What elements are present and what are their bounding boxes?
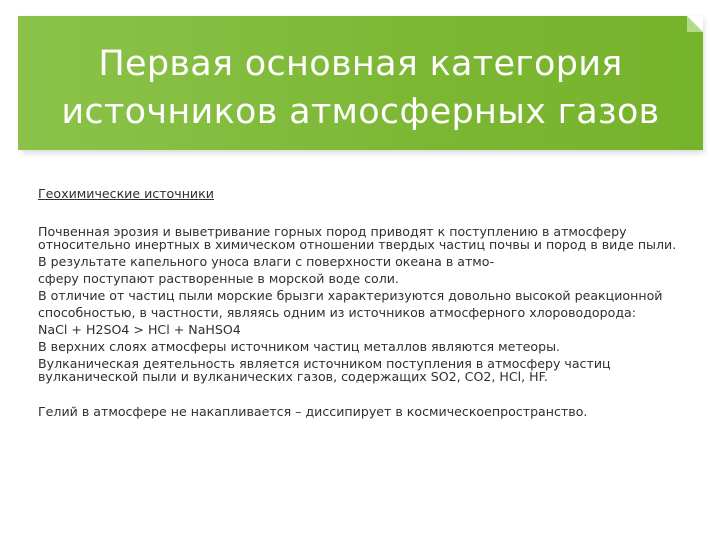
slide-body — [38, 186, 678, 422]
slide-title-line-2: источников атмосферных газов — [61, 92, 660, 132]
slide-title — [18, 40, 703, 136]
final-paragraph: Гелий в атмосфере не накапливается – диссипирует в космическоепространство. — [38, 404, 588, 419]
body-paragraph: В верхних слоях атмосферы источником частиц металлов являются метеоры. — [38, 339, 561, 354]
paragraph-gap — [38, 387, 678, 405]
body-paragraph: В результате капельного уноса влаги с поверхности океана в атмо- — [38, 254, 495, 269]
body-paragraph: Вулканическая деятельность является источником поступления в атмосферу частиц вулканической пыли и вулканических газов, содержащих SO2, CO2, HCl, HF. — [38, 356, 611, 384]
slide-title-line-1: Первая основная категория — [98, 44, 623, 84]
section-heading: Геохимические источники — [38, 186, 214, 201]
chemical-equation: NaCl + H2SO4 > HCl + NaHSO4 — [38, 322, 241, 337]
title-banner — [18, 16, 703, 150]
body-paragraph: Почвенная эрозия и выветривание горных пород приводят к поступлению в атмосферу относительно инертных в химическом отношении твердых частиц почвы и пород в виде пыли. — [38, 224, 677, 252]
body-paragraph: сферу поступают растворенные в морской воде соли. — [38, 271, 399, 286]
body-paragraph: способностью, в частности, являясь одним из источников атмосферного хлороводорода: — [38, 305, 637, 320]
body-paragraph: В отличие от частиц пыли морские брызги характеризуются довольно высокой реакционной — [38, 288, 663, 303]
corner-fold-decoration — [687, 16, 703, 32]
